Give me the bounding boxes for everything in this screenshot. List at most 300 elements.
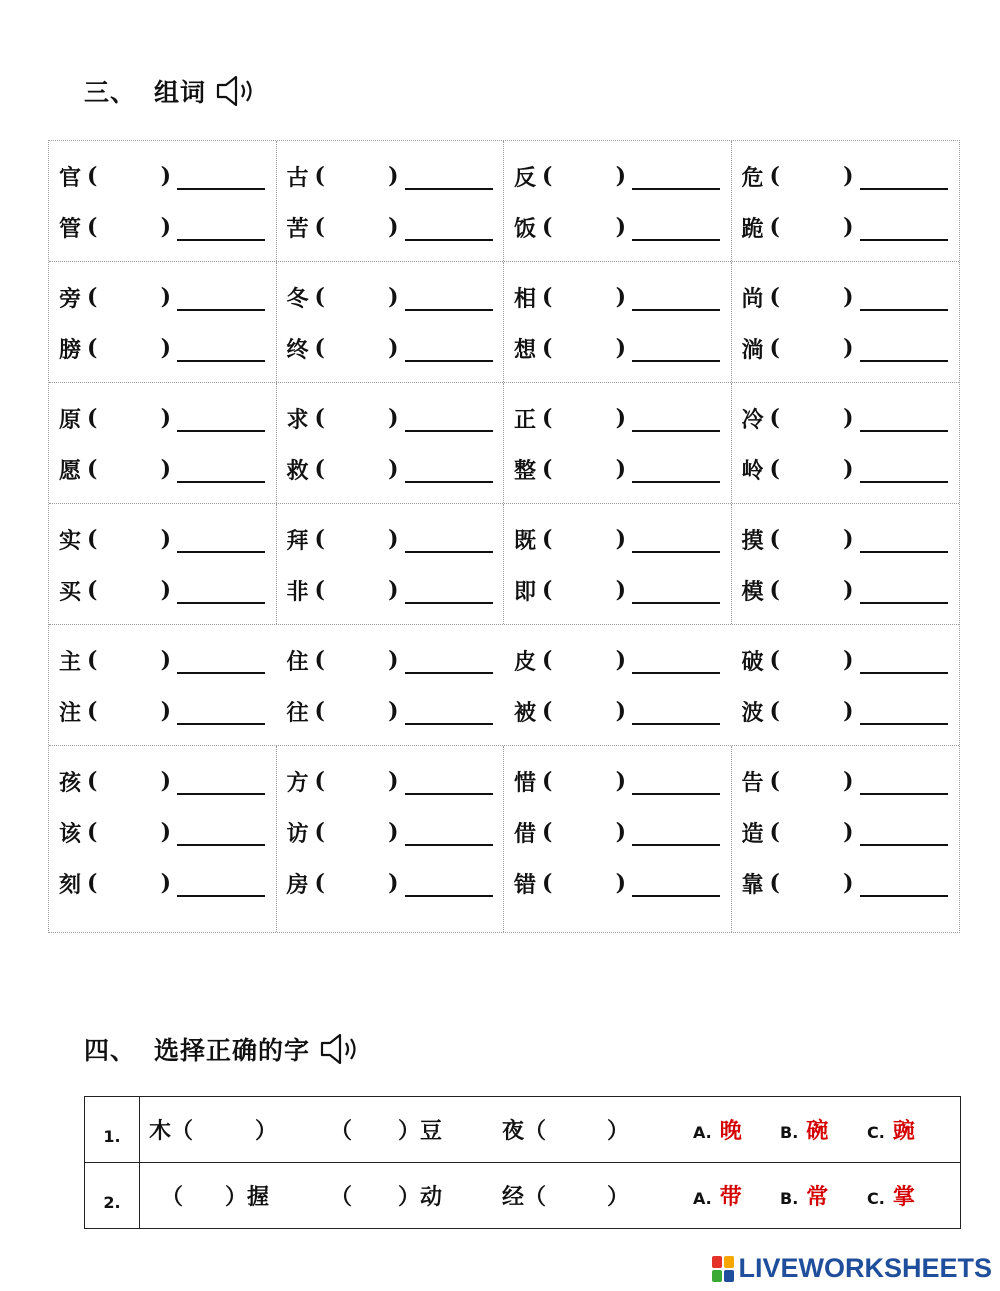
word-character: 相 [514, 286, 537, 312]
word-character: 方 [286, 770, 309, 796]
close-paren: ) [843, 283, 854, 310]
option-value[interactable]: 晚 [719, 1118, 742, 1144]
choice-row-number: 2. [85, 1163, 140, 1228]
word-character: 波 [741, 700, 764, 726]
word-blank-line[interactable] [177, 410, 265, 432]
option-b [780, 1180, 828, 1211]
close-paren: ) [160, 697, 171, 724]
word-character: 冷 [741, 407, 764, 433]
word-character: 该 [59, 821, 82, 847]
word-entry [277, 565, 504, 616]
word-character: 膀 [59, 337, 82, 363]
open-paren: ( [769, 162, 780, 189]
word-entry [49, 272, 276, 323]
word-character: 皮 [514, 649, 537, 675]
word-entry [49, 444, 276, 495]
close-paren: ) [388, 525, 399, 552]
word-entry [49, 807, 276, 858]
word-blank-line[interactable] [860, 340, 948, 362]
grid-cell [277, 746, 505, 932]
word-character: 孩 [59, 770, 82, 796]
word-entry [277, 807, 504, 858]
open-paren: ( [87, 646, 98, 673]
word-entry [504, 565, 731, 616]
answer-slot[interactable] [353, 1115, 403, 1143]
close-paren: ) [615, 869, 626, 896]
close-paren: ) [388, 213, 399, 240]
word-blank-line[interactable] [177, 652, 265, 674]
open-paren: ( [314, 455, 325, 482]
close-paren: ) [388, 162, 399, 189]
word-blank-line[interactable] [405, 531, 493, 553]
close-paren: ) [160, 869, 171, 896]
word-entry [504, 807, 731, 858]
grid-band [49, 746, 959, 932]
close-paren: ) [160, 162, 171, 189]
word-character: 古 [286, 165, 309, 191]
choice-row-1 [85, 1097, 960, 1163]
word-blank-line[interactable] [177, 824, 265, 846]
grid-cell [49, 625, 277, 745]
word-blank-line[interactable] [632, 773, 720, 795]
word-entry [504, 393, 731, 444]
word-character: 原 [59, 407, 82, 433]
close-paren: ) [160, 818, 171, 845]
word-entry [504, 323, 731, 374]
word-character: 想 [514, 337, 537, 363]
choice-row-number: 1. [85, 1097, 140, 1162]
word-blank-line[interactable] [632, 531, 720, 553]
word-blank-line[interactable] [177, 875, 265, 897]
close-paren: ) [615, 334, 626, 361]
close-paren: ) [160, 646, 171, 673]
word-character: 整 [514, 458, 537, 484]
open-paren: ( [87, 576, 98, 603]
grid-cell [49, 746, 277, 932]
open-paren: ( [542, 162, 553, 189]
close-paren: ) [388, 455, 399, 482]
word-entry [504, 202, 731, 253]
open-paren: ( [314, 283, 325, 310]
grid-cell [504, 141, 732, 261]
word-character: 访 [286, 821, 309, 847]
word-entry [732, 514, 960, 565]
grid-cell [504, 262, 732, 382]
grid-cell [504, 383, 732, 503]
option-value[interactable]: 豌 [892, 1118, 915, 1144]
open-paren: ( [314, 646, 325, 673]
word-blank-line[interactable] [405, 773, 493, 795]
word-entry [49, 858, 276, 909]
word-entry [277, 635, 505, 686]
word-character: 尚 [741, 286, 764, 312]
word-blank-line[interactable] [177, 219, 265, 241]
open-paren: ( [769, 646, 780, 673]
word-blank-line[interactable] [405, 824, 493, 846]
word-character: 淌 [741, 337, 764, 363]
word-entry [732, 565, 960, 616]
option-c [867, 1114, 915, 1145]
word-character: 即 [514, 579, 537, 605]
grid-cell [49, 383, 277, 503]
open-paren: ( [542, 283, 553, 310]
close-paren: ) [388, 334, 399, 361]
liveworksheets-logo-icon [712, 1256, 734, 1282]
open-paren: ( [314, 404, 325, 431]
word-blank-line[interactable] [177, 582, 265, 604]
word-character: 危 [741, 165, 764, 191]
open-paren: ( [769, 283, 780, 310]
word-blank-line[interactable] [405, 410, 493, 432]
open-paren: ( [314, 576, 325, 603]
grid-cell [732, 504, 960, 624]
word-blank-line[interactable] [405, 340, 493, 362]
word-blank-line[interactable] [177, 703, 265, 725]
word-character: 愿 [59, 458, 82, 484]
word-entry [277, 151, 504, 202]
close-paren: ) [843, 455, 854, 482]
open-paren: ( [87, 767, 98, 794]
grid-cell [49, 262, 277, 382]
word-blank-line[interactable] [860, 461, 948, 483]
open-paren: ( [542, 646, 553, 673]
word-character: 苦 [286, 216, 309, 242]
close-paren: ) [843, 646, 854, 673]
word-character: 实 [59, 528, 82, 554]
close-paren: ) [843, 767, 854, 794]
grid-cell [49, 141, 277, 261]
close-paren: ) [615, 283, 626, 310]
word-character: 房 [286, 872, 309, 898]
word-character: 告 [741, 770, 764, 796]
word-blank-line[interactable] [632, 703, 720, 725]
word-entry [277, 323, 504, 374]
open-paren: ( [87, 525, 98, 552]
word-blank-line[interactable] [405, 219, 493, 241]
open-paren: ( [542, 334, 553, 361]
word-entry [504, 514, 731, 565]
option-value[interactable]: 带 [719, 1184, 742, 1210]
word-blank-line[interactable] [860, 289, 948, 311]
option-b [780, 1114, 828, 1145]
word-character: 管 [59, 216, 82, 242]
question-part: ） [607, 1184, 630, 1210]
option-value[interactable]: 常 [806, 1184, 829, 1210]
close-paren: ) [843, 818, 854, 845]
open-paren: ( [87, 283, 98, 310]
section-4-number: 四、 [84, 1036, 137, 1065]
close-paren: ) [388, 697, 399, 724]
grid-cell [504, 625, 732, 745]
option-c [867, 1180, 915, 1211]
open-paren: ( [542, 818, 553, 845]
word-entry [277, 444, 504, 495]
word-entry [732, 444, 960, 495]
grid-cell [277, 625, 505, 745]
question-part: ） [607, 1118, 630, 1144]
close-paren: ) [615, 646, 626, 673]
close-paren: ) [615, 767, 626, 794]
close-paren: ) [843, 697, 854, 724]
close-paren: ) [160, 455, 171, 482]
word-blank-line[interactable] [177, 773, 265, 795]
option-label: A. [693, 1189, 712, 1208]
word-character: 正 [514, 407, 537, 433]
open-paren: ( [314, 334, 325, 361]
word-entry [732, 858, 960, 909]
word-entry [732, 393, 960, 444]
option-value[interactable]: 碗 [806, 1118, 829, 1144]
speaker-icon[interactable] [214, 72, 262, 110]
option-label: C. [867, 1189, 885, 1208]
word-entry [49, 635, 277, 686]
grid-cell [277, 262, 505, 382]
word-entry [732, 323, 960, 374]
answer-slot[interactable] [195, 1115, 245, 1143]
open-paren: ( [87, 869, 98, 896]
option-label: B. [780, 1189, 799, 1208]
question-part: 经（ [502, 1184, 547, 1210]
grid-cell [732, 262, 960, 382]
word-character: 旁 [59, 286, 82, 312]
word-blank-line[interactable] [405, 652, 493, 674]
open-paren: ( [87, 334, 98, 361]
section-4-title [84, 1030, 366, 1068]
open-paren: ( [87, 818, 98, 845]
open-paren: ( [87, 455, 98, 482]
close-paren: ) [160, 334, 171, 361]
open-paren: ( [542, 404, 553, 431]
word-blank-line[interactable] [860, 219, 948, 241]
word-character: 官 [59, 165, 82, 191]
word-blank-line[interactable] [860, 168, 948, 190]
word-character: 岭 [741, 458, 764, 484]
word-entry [49, 565, 276, 616]
close-paren: ) [388, 576, 399, 603]
close-paren: ) [160, 525, 171, 552]
word-character: 拜 [286, 528, 309, 554]
word-blank-line[interactable] [632, 652, 720, 674]
word-character: 终 [286, 337, 309, 363]
word-entry [49, 514, 276, 565]
question-part: 木（ [149, 1118, 194, 1144]
word-character: 造 [741, 821, 764, 847]
close-paren: ) [843, 576, 854, 603]
open-paren: ( [314, 767, 325, 794]
word-blank-line[interactable] [632, 219, 720, 241]
word-entry [49, 323, 276, 374]
close-paren: ) [388, 646, 399, 673]
open-paren: ( [542, 576, 553, 603]
word-character: 错 [514, 872, 537, 898]
word-entry [277, 393, 504, 444]
grid-cell [732, 625, 960, 745]
word-blank-line[interactable] [405, 289, 493, 311]
word-character: 刻 [59, 872, 82, 898]
close-paren: ) [615, 818, 626, 845]
word-entry [732, 686, 960, 737]
word-entry [504, 151, 731, 202]
word-entry [504, 686, 732, 737]
word-entry [49, 393, 276, 444]
word-blank-line[interactable] [632, 340, 720, 362]
word-blank-line[interactable] [177, 289, 265, 311]
grid-cell [277, 383, 505, 503]
word-blank-line[interactable] [632, 168, 720, 190]
close-paren: ) [160, 283, 171, 310]
option-label: A. [693, 1123, 712, 1142]
word-character: 住 [286, 649, 309, 675]
open-paren: ( [769, 334, 780, 361]
option-a [693, 1114, 742, 1145]
open-paren: ( [542, 767, 553, 794]
answer-slot[interactable] [353, 1181, 403, 1209]
close-paren: ) [388, 283, 399, 310]
word-character: 往 [286, 700, 309, 726]
open-paren: ( [769, 697, 780, 724]
question-part: （ [330, 1118, 353, 1144]
word-blank-line[interactable] [860, 703, 948, 725]
open-paren: ( [314, 818, 325, 845]
word-character: 买 [59, 579, 82, 605]
grid-cell [277, 504, 505, 624]
answer-slot[interactable] [547, 1115, 597, 1143]
open-paren: ( [87, 697, 98, 724]
question-part: （ [161, 1184, 184, 1210]
section-3-title [84, 72, 262, 110]
word-blank-line[interactable] [632, 582, 720, 604]
open-paren: ( [769, 869, 780, 896]
word-blank-line[interactable] [177, 461, 265, 483]
word-character: 被 [514, 700, 537, 726]
word-blank-line[interactable] [860, 773, 948, 795]
word-blank-line[interactable] [177, 531, 265, 553]
section-4-heading: 选择正确的字 [154, 1036, 311, 1065]
word-character: 主 [59, 649, 82, 675]
word-entry [504, 756, 731, 807]
option-label: B. [780, 1123, 799, 1142]
close-paren: ) [388, 767, 399, 794]
answer-slot[interactable] [547, 1181, 597, 1209]
open-paren: ( [314, 869, 325, 896]
open-paren: ( [87, 162, 98, 189]
word-entry [277, 514, 504, 565]
open-paren: ( [542, 697, 553, 724]
word-blank-line[interactable] [860, 531, 948, 553]
word-blank-line[interactable] [860, 582, 948, 604]
close-paren: ) [843, 525, 854, 552]
word-character: 摸 [741, 528, 764, 554]
close-paren: ) [615, 455, 626, 482]
word-entry [49, 756, 276, 807]
close-paren: ) [843, 869, 854, 896]
word-blank-line[interactable] [632, 824, 720, 846]
word-blank-line[interactable] [632, 875, 720, 897]
word-entry [732, 151, 960, 202]
word-entry [49, 686, 277, 737]
word-blank-line[interactable] [632, 289, 720, 311]
word-blank-line[interactable] [860, 875, 948, 897]
close-paren: ) [615, 697, 626, 724]
word-entry [504, 635, 732, 686]
grid-cell [277, 141, 505, 261]
word-blank-line[interactable] [405, 461, 493, 483]
option-a [693, 1180, 742, 1211]
word-entry [504, 272, 731, 323]
word-blank-line[interactable] [860, 652, 948, 674]
open-paren: ( [769, 576, 780, 603]
close-paren: ) [615, 525, 626, 552]
word-entry [277, 272, 504, 323]
close-paren: ) [843, 162, 854, 189]
word-blank-line[interactable] [405, 168, 493, 190]
question-part: ）动 [398, 1184, 443, 1210]
word-blank-line[interactable] [177, 168, 265, 190]
section-3-heading: 组词 [154, 78, 207, 107]
close-paren: ) [843, 213, 854, 240]
word-blank-line[interactable] [860, 410, 948, 432]
word-character: 靠 [741, 872, 764, 898]
word-blank-line[interactable] [177, 340, 265, 362]
word-blank-line[interactable] [860, 824, 948, 846]
word-entry [277, 686, 505, 737]
word-blank-line[interactable] [405, 703, 493, 725]
close-paren: ) [160, 213, 171, 240]
speaker-icon[interactable] [318, 1030, 366, 1068]
open-paren: ( [769, 525, 780, 552]
word-entry [504, 444, 731, 495]
close-paren: ) [160, 404, 171, 431]
word-entry [732, 272, 960, 323]
word-blank-line[interactable] [405, 582, 493, 604]
choice-table [84, 1096, 961, 1229]
close-paren: ) [388, 869, 399, 896]
grid-band [49, 383, 959, 504]
word-entry [504, 858, 731, 909]
close-paren: ) [615, 576, 626, 603]
grid-band [49, 141, 959, 262]
word-grid [48, 140, 960, 933]
word-character: 非 [286, 579, 309, 605]
word-character: 既 [514, 528, 537, 554]
footer-brand [712, 1253, 992, 1284]
option-value[interactable]: 掌 [892, 1184, 915, 1210]
word-entry [732, 807, 960, 858]
open-paren: ( [542, 525, 553, 552]
open-paren: ( [542, 869, 553, 896]
word-blank-line[interactable] [405, 875, 493, 897]
open-paren: ( [769, 455, 780, 482]
word-blank-line[interactable] [632, 461, 720, 483]
open-paren: ( [769, 213, 780, 240]
choice-row-2 [85, 1163, 960, 1228]
question-part: ） [255, 1118, 278, 1144]
word-blank-line[interactable] [632, 410, 720, 432]
question-part: ）握 [225, 1184, 270, 1210]
section-3-number: 三、 [84, 78, 137, 107]
word-entry [277, 756, 504, 807]
close-paren: ) [388, 818, 399, 845]
word-entry [49, 202, 276, 253]
brand-name: LIVEWORKSHEETS [738, 1253, 992, 1283]
grid-band [49, 625, 959, 746]
word-entry [277, 858, 504, 909]
grid-band [49, 262, 959, 383]
open-paren: ( [769, 818, 780, 845]
word-entry [49, 151, 276, 202]
open-paren: ( [87, 404, 98, 431]
open-paren: ( [769, 404, 780, 431]
